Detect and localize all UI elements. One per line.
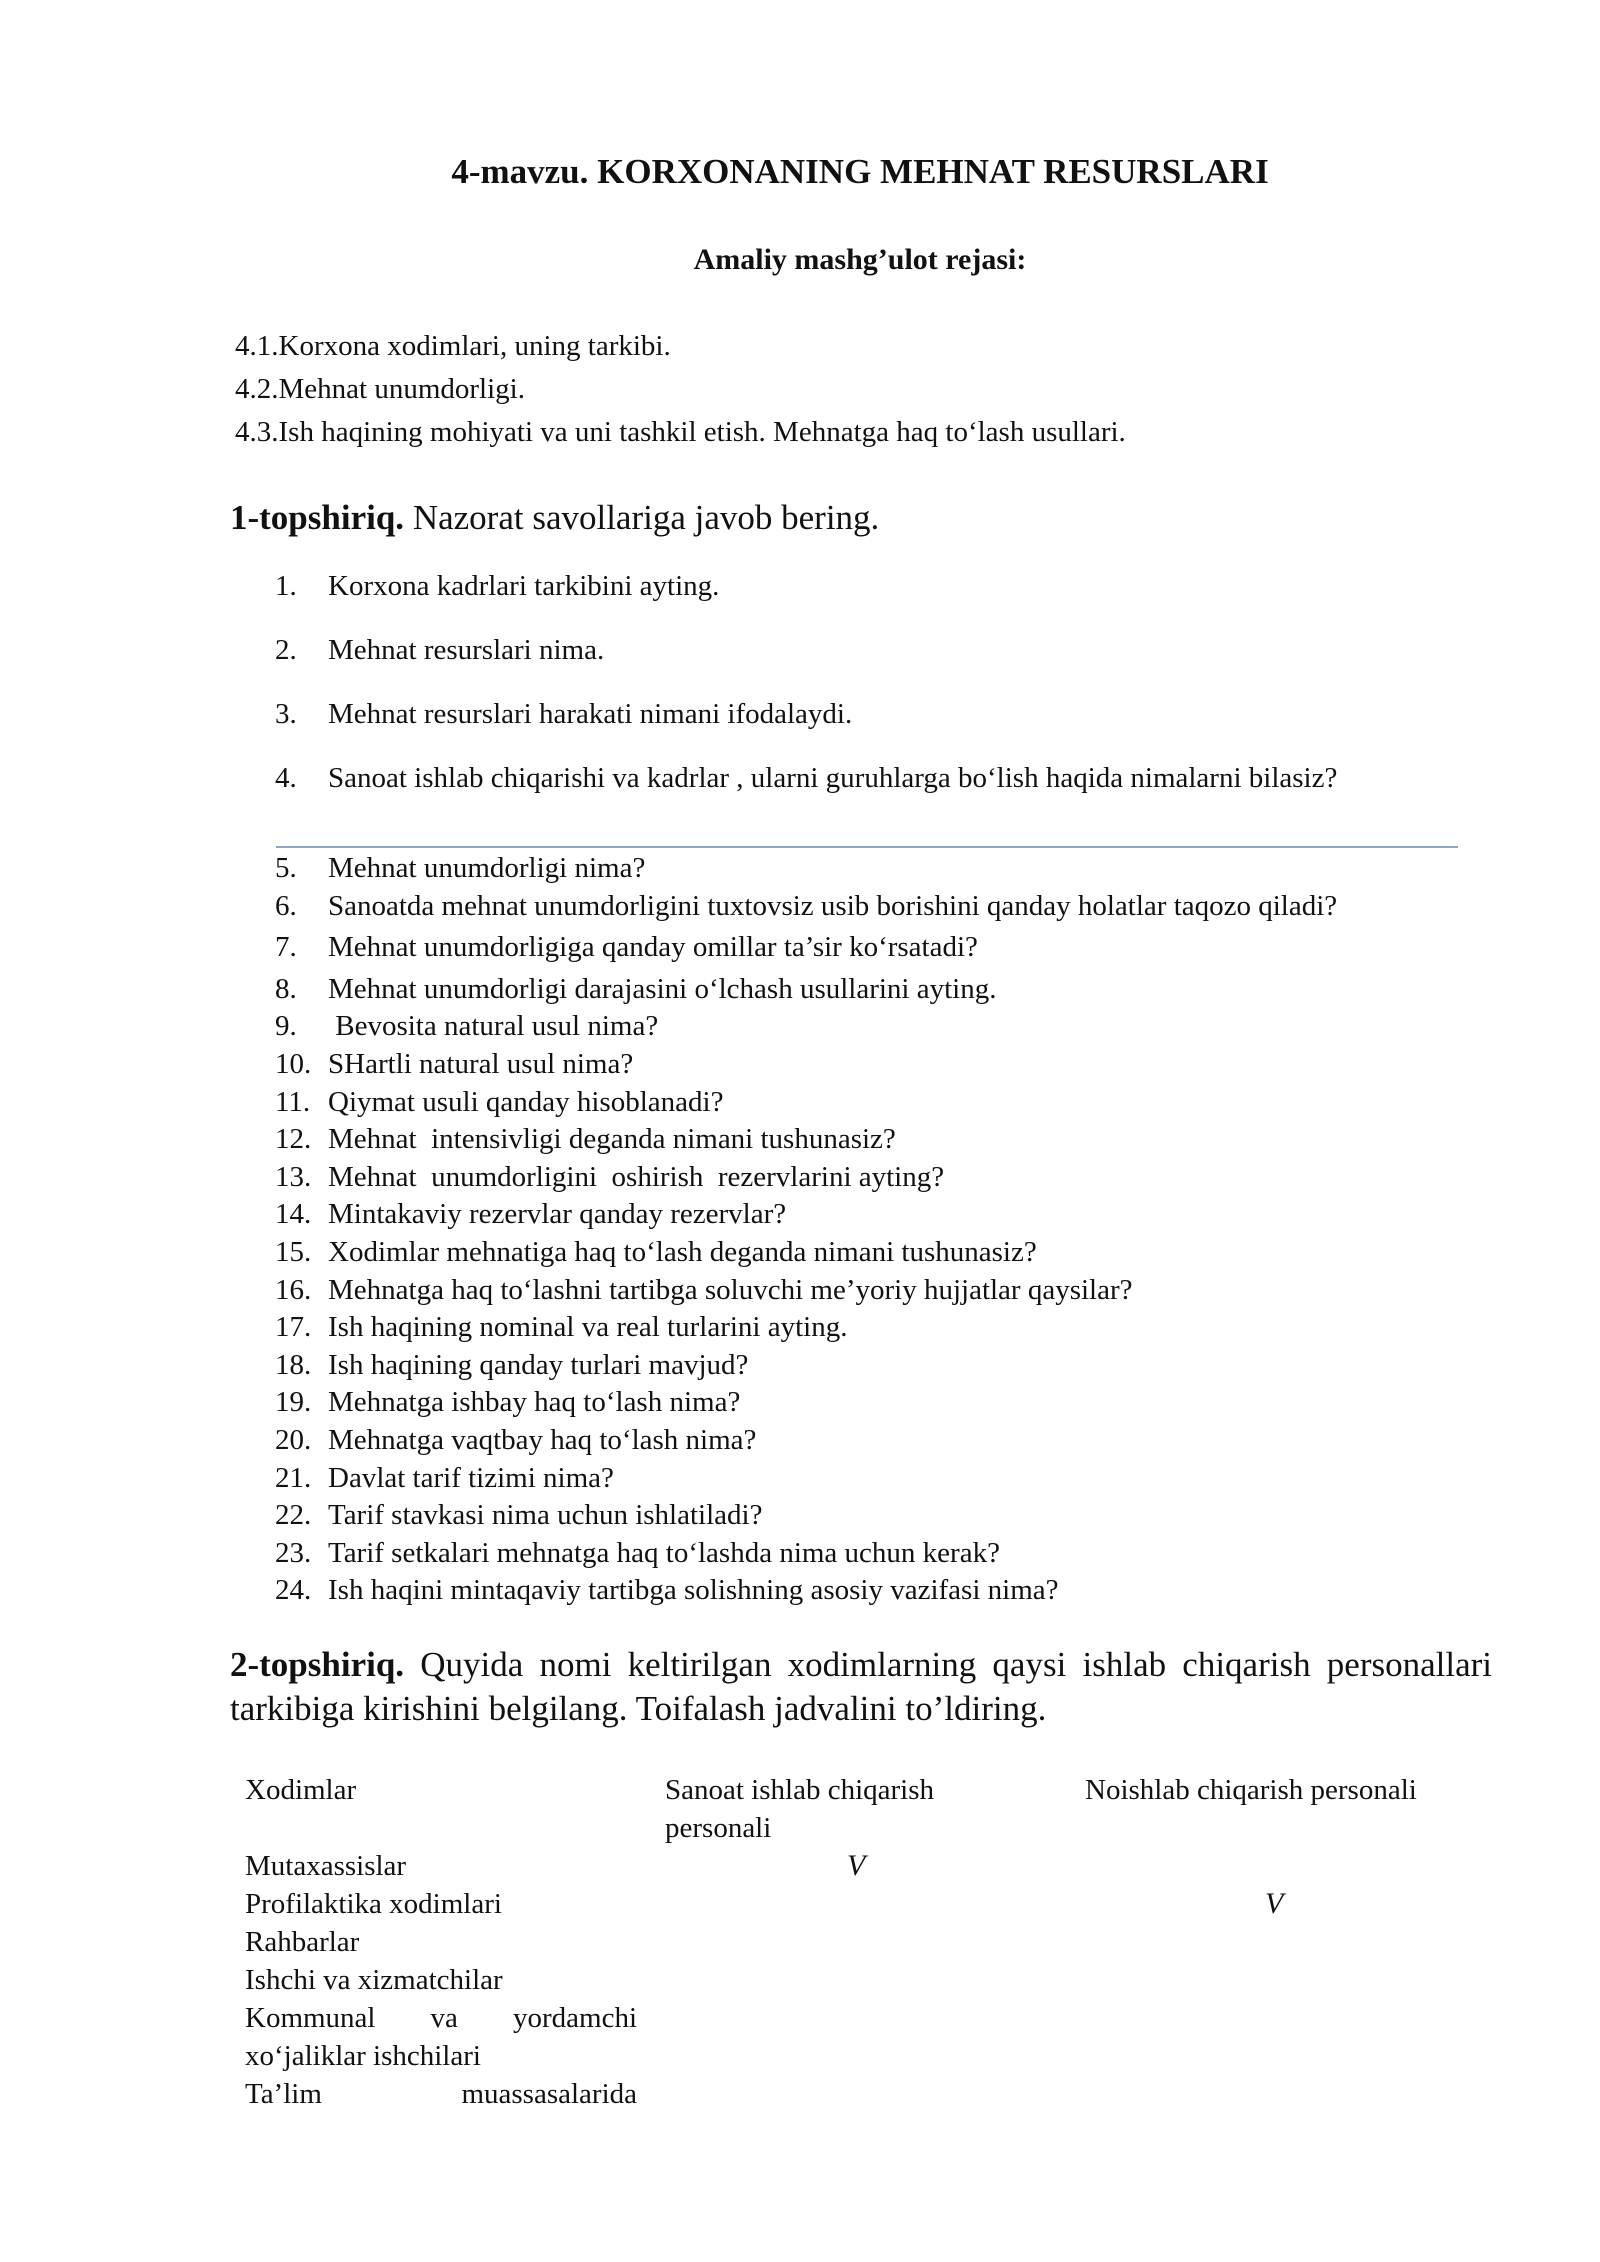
section-divider	[276, 846, 1458, 848]
question-number: 6.	[275, 889, 297, 922]
question-item	[275, 1460, 1475, 1498]
question-text: Mehnat unumdorligiga qanday omillar ta’sir ko‘rsatadi?	[328, 931, 978, 964]
task2-label: 2-topshiriq.	[230, 1645, 405, 1684]
plan-item: 4.2.Mehnat unumdorligi.	[235, 373, 525, 405]
question-item	[275, 1046, 1475, 1084]
question-number: 22.	[275, 1499, 312, 1532]
question-item	[275, 850, 1475, 888]
question-number: 14.	[275, 1198, 312, 1231]
question-text: Mehnat resurslari harakati nimani ifodalaydi.	[328, 698, 853, 730]
table-cell-check: V	[847, 1849, 866, 1882]
question-number: 16.	[275, 1273, 312, 1306]
task1-heading	[230, 496, 879, 540]
task2-text: Quyida nomi keltirilgan xodimlarning qaysi ishlab chiqarish personallari tarkibiga kirishini belgilang. Toifalash jadvalini to’ldiring.	[230, 1645, 1492, 1728]
question-item	[275, 1084, 1475, 1122]
question-number: 18.	[275, 1348, 312, 1381]
question-text: Mehnatga haq to‘lashni tartibga soluvchi me’yoriy hujjatlar qaysilar?	[328, 1273, 1133, 1306]
question-number: 17.	[275, 1311, 312, 1344]
question-number: 12.	[275, 1123, 312, 1156]
question-item	[275, 929, 1475, 967]
question-item	[275, 567, 1460, 605]
table-row-label: Profilaktika xodimlari	[245, 1888, 502, 1920]
question-number: 23.	[275, 1536, 312, 1569]
question-number: 4.	[275, 762, 297, 794]
question-text: Mehnat unumdorligi darajasini o‘lchash usullarini ayting.	[328, 972, 997, 1005]
question-text: Ish haqining qanday turlari mavjud?	[328, 1348, 749, 1381]
question-item	[275, 1234, 1475, 1272]
task2-heading	[230, 1643, 1492, 1731]
table-row-label: Ishchi va xizmatchilar	[245, 1964, 503, 1996]
question-item	[275, 1572, 1475, 1610]
question-list-a	[275, 567, 1460, 823]
question-number: 15.	[275, 1235, 312, 1268]
question-number: 7.	[275, 931, 297, 964]
question-text: Tarif setkalari mehnatga haq to‘lashda nima uchun kerak?	[328, 1536, 1000, 1569]
plan-list	[235, 325, 1126, 454]
question-item	[275, 1535, 1475, 1573]
question-number: 10.	[275, 1047, 312, 1080]
question-text: Qiymat usuli qanday hisoblanadi?	[328, 1085, 724, 1118]
question-item	[275, 695, 1460, 733]
table-header-nonindustrial: Noishlab chiqarish personali	[1085, 1774, 1417, 1806]
question-list-b	[275, 850, 1475, 1610]
question-text: Mehnat resurslari nima.	[328, 634, 605, 666]
question-item	[275, 1309, 1475, 1347]
page-title: 4-mavzu. KORXONANING MEHNAT RESURSLARI	[451, 152, 1269, 191]
table-row-label: Mutaxassislar	[245, 1850, 407, 1882]
question-number: 1.	[275, 570, 297, 602]
question-text: Sanoat ishlab chiqarishi va kadrlar , ularni guruhlarga bo‘lish haqida nimalarni bilasiz?	[328, 762, 1338, 794]
question-text: Bevosita natural usul nima?	[328, 1010, 659, 1043]
question-text: Ish haqining nominal va real turlarini ayting.	[328, 1311, 848, 1344]
table-cell-check: V	[1265, 1887, 1284, 1920]
table-header-industrial: Sanoat ishlab chiqarish personali	[665, 1774, 935, 1844]
question-number: 3.	[275, 698, 297, 730]
question-text: Tarif stavkasi nima uchun ishlatiladi?	[328, 1499, 763, 1532]
question-text: Xodimlar mehnatiga haq to‘lash deganda nimani tushunasiz?	[328, 1235, 1037, 1268]
question-number: 8.	[275, 972, 297, 1005]
question-item	[275, 1196, 1475, 1234]
question-text: Mehnat unumdorligini oshirish rezervlarini ayting?	[328, 1160, 945, 1193]
question-item	[275, 971, 1475, 1009]
question-number: 20.	[275, 1423, 312, 1456]
question-text: Ish haqini mintaqaviy tartibga solishning asosiy vazifasi nima?	[328, 1574, 1059, 1607]
question-text: Mehnat unumdorligi nima?	[328, 852, 646, 884]
question-text: Korxona kadrlari tarkibini ayting.	[328, 570, 720, 602]
question-item	[275, 1272, 1475, 1310]
question-number: 24.	[275, 1574, 312, 1607]
question-text: Davlat tarif tizimi nima?	[328, 1461, 614, 1494]
question-number: 2.	[275, 634, 297, 666]
question-item	[275, 1422, 1475, 1460]
task1-label: 1-topshiriq.	[230, 498, 405, 537]
table-rows	[245, 1847, 637, 2113]
table-row-label: Kommunal va yordamchi xo‘jaliklar ishchilari	[245, 2002, 637, 2072]
question-item	[275, 1121, 1475, 1159]
plan-item: 4.1.Korxona xodimlari, uning tarkibi.	[235, 330, 671, 362]
question-item	[275, 888, 1475, 926]
question-text: Sanoatda mehnat unumdorligini tuxtovsiz usib borishini qanday holatlar taqozo qiladi?	[328, 889, 1338, 922]
question-number: 19.	[275, 1386, 312, 1419]
question-text: Mehnatga vaqtbay haq to‘lash nima?	[328, 1423, 757, 1456]
table-row-label: Ta’lim muassasalarida	[245, 2078, 637, 2110]
task1-text: Nazorat savollariga javob bering.	[404, 498, 880, 537]
table-row-label: Rahbarlar	[245, 1926, 360, 1958]
question-text: Mehnatga ishbay haq to‘lash nima?	[328, 1386, 741, 1419]
table-header-workers: Xodimlar	[245, 1774, 357, 1806]
question-item	[275, 1384, 1475, 1422]
question-number: 11.	[275, 1085, 311, 1118]
question-item	[275, 631, 1460, 669]
question-item	[275, 1347, 1475, 1385]
question-text: SHartli natural usul nima?	[328, 1047, 634, 1080]
question-item	[275, 1497, 1475, 1535]
question-number: 9.	[275, 1010, 297, 1043]
question-text: Mehnat intensivligi deganda nimani tushunasiz?	[328, 1123, 896, 1156]
question-item	[275, 1008, 1475, 1046]
question-number: 21.	[275, 1461, 312, 1494]
plan-item: 4.3.Ish haqining mohiyati va uni tashkil etish. Mehnatga haq to‘lash usullari.	[235, 416, 1126, 448]
question-number: 13.	[275, 1160, 312, 1193]
question-item	[275, 759, 1460, 797]
question-item	[275, 1159, 1475, 1197]
question-number: 5.	[275, 852, 297, 884]
question-text: Mintakaviy rezervlar qanday rezervlar?	[328, 1198, 787, 1231]
page-subtitle: Amaliy mashg’ulot rejasi:	[693, 243, 1027, 276]
